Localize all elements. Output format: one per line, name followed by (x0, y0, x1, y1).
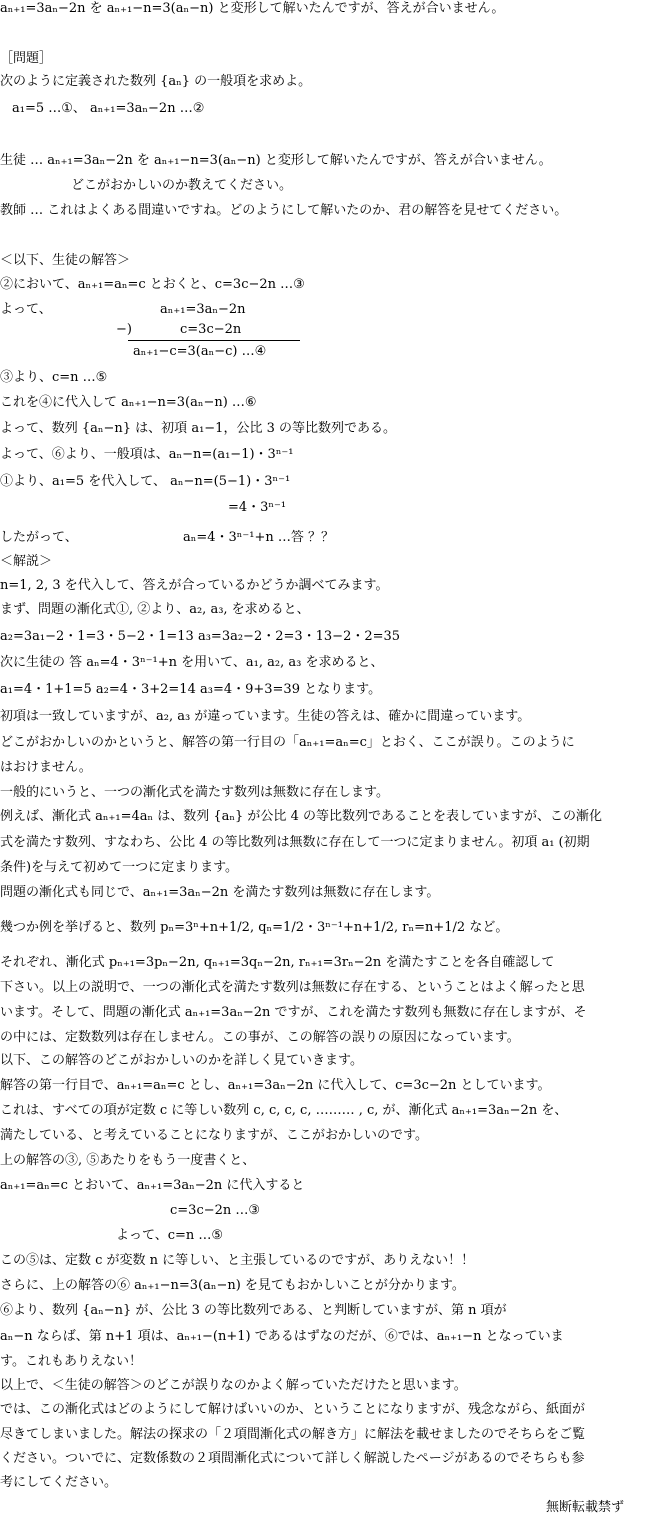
text-line: 問題の漸化式も同じで、aₙ₊₁=3aₙ−2n を満たす数列は無数に存在します。 (0, 885, 440, 900)
text-line: 式を満たす数列、すなわち、公比 4 の等比数列は無数に存在して一つに定まりません。初項 a₁ (初期 (0, 835, 590, 850)
text-line: ＜解説＞ (0, 554, 53, 569)
text-line: 無断転載禁ず (546, 1500, 625, 1515)
text-line: 満たしている、と考えていることになりますが、ここがおかしいのです。 (0, 1128, 428, 1143)
text-line: 一般的にいうと、一つの漸化式を満たす数列は無数に存在します。 (0, 785, 389, 800)
text-line: それぞれ、漸化式 pₙ₊₁=3pₙ−2n, qₙ₊₁=3qₙ−2n, rₙ₊₁=3rₙ−2n を満たすことを各自確認して (0, 955, 555, 970)
text-line: a₁=5 …①、 aₙ₊₁=3aₙ−2n …② (12, 101, 205, 116)
text-line: したがって、 (0, 530, 78, 545)
text-line: よって、c=n …⑤ (116, 1228, 224, 1243)
text-line: 例えば、漸化式 aₙ₊₁=4aₙ は、数列 {aₙ} が公比 4 の等比数列であることを表していますが、この漸化 (0, 809, 602, 824)
text-line: これは、すべての項が定数 c に等しい数列 c, c, c, c, ……… , c, が、漸化式 aₙ₊₁=3aₙ−2n を、 (0, 1103, 568, 1118)
text-line: aₙ₊₁=3aₙ−2n を aₙ₊₁−n=3(aₙ−n) と変形して解いたんですが、答えが合いません。 (0, 1, 505, 16)
text-line: aₙ₊₁−c=3(aₙ−c) …④ (133, 344, 267, 359)
text-line: よって、⑥より、一般項は、aₙ−n=(a₁−1)・3ⁿ⁻¹ (0, 447, 294, 462)
text-line: 初項は一致していますが、a₂, a₃ が違っています。生徒の答えは、確かに間違っています。 (0, 709, 531, 724)
text-line: ください。ついでに、定数係数の２項間漸化式について詳しく解説したページがあるのでそちらも参 (0, 1451, 585, 1466)
text-line: の中には、定数数列は存在しません。この事が、この解答の誤りの原因になっています。 (0, 1030, 520, 1045)
text-line: 尽きてしまいました。解法の探求の「２項間漸化式の解き方」に解法を載せましたのでそちらをご覧 (0, 1427, 586, 1442)
text-line: どこがおかしいのかというと、解答の第一行目の「aₙ₊₁=aₙ=c」とおく、ここが誤り。このように (0, 735, 575, 750)
text-line: ＜以下、生徒の解答＞ (0, 253, 131, 268)
text-line: す。これもありえない！ (0, 1354, 142, 1369)
text-line: c=3c−2n …③ (170, 1203, 261, 1218)
text-line: 次のように定義された数列 {aₙ} の一般項を求めよ。 (0, 74, 312, 89)
text-line: この⑤は、定数 c が変数 n に等しい、と主張しているのですが、ありえない！！ (0, 1253, 475, 1268)
text-line: =4・3ⁿ⁻¹ (228, 500, 287, 515)
text-line: aₙ₊₁=aₙ=c とおいて、aₙ₊₁=3aₙ−2n に代入すると (0, 1178, 305, 1193)
text-line: a₂=3a₁−2・1=3・5−2・1=13 a₃=3a₂−2・2=3・13−2・2=35 (0, 629, 401, 644)
text-line: 教師 … これはよくある間違いですね。どのようにして解いたのか、君の解答を見せてください。 (0, 203, 568, 218)
text-line: 以上で、＜生徒の解答＞のどこが誤りなのかよく解っていただけたと思います。 (0, 1378, 467, 1393)
text-line: a₁=4・1+1=5 a₂=4・3+2=14 a₃=4・9+3=39 となります。 (0, 682, 382, 697)
text-line: 下さい。以上の説明で、一つの漸化式を満たす数列は無数に存在する、ということはよく解ったと思 (0, 980, 585, 995)
text-line: よって、 (0, 302, 52, 317)
text-line: はおけません。 (0, 760, 92, 775)
subtraction-rule (128, 340, 300, 341)
text-line: さらに、上の解答の⑥ aₙ₊₁−n=3(aₙ−n) を見てもおかしいことが分かります。 (0, 1278, 465, 1293)
text-line: では、この漸化式はどのようにして解けばいいのか、ということになりますが、残念ながら、紙面が (0, 1402, 586, 1417)
text-line: 解答の第一行目で、aₙ₊₁=aₙ=c とし、aₙ₊₁=3aₙ−2n に代入して、c=3c−2n としています。 (0, 1078, 551, 1093)
text-line: 条件)を与えて初めて一つに定まります。 (0, 860, 239, 875)
text-line: これを④に代入して aₙ₊₁−n=3(aₙ−n) …⑥ (0, 395, 257, 410)
text-line: ①より、a₁=5 を代入して、 aₙ−n=(5−1)・3ⁿ⁻¹ (0, 474, 291, 489)
text-line: 幾つか例を挙げると、数列 pₙ=3ⁿ+n+1/2, qₙ=1/2・3ⁿ⁻¹+n+1/2, rₙ=n+1/2 など。 (0, 920, 509, 935)
text-line: どこがおかしいのか教えてください。 (71, 178, 293, 193)
text-line: 考にしてください。 (0, 1475, 118, 1490)
text-line: 以下、この解答のどこがおかしいのかを詳しく見ていきます。 (0, 1053, 363, 1068)
text-line: aₙ=4・3ⁿ⁻¹+n …答 ？？ (183, 530, 335, 545)
text-line: まず、問題の漸化式①, ②より、a₂, a₃, を求めると、 (0, 602, 310, 617)
text-line: ［問題］ (0, 51, 53, 66)
text-line: ③より、c=n …⑤ (0, 370, 108, 385)
text-line: ⑥より、数列 {aₙ−n} が、公比 3 の等比数列である、と判断していますが、第 n 項が (0, 1303, 507, 1318)
text-line: aₙ₊₁=3aₙ−2n (160, 302, 246, 317)
text-line: います。そして、問題の漸化式 aₙ₊₁=3aₙ−2n ですが、これを満たす数列も無数に存在しますが、そ (0, 1005, 587, 1020)
text-line: よって、数列 {aₙ−n} は、初項 a₁−1，公比 3 の等比数列である。 (0, 421, 396, 436)
text-line: 生徒 … aₙ₊₁=3aₙ−2n を aₙ₊₁−n=3(aₙ−n) と変形して解いたんですが、答えが合いません。 (0, 153, 552, 168)
text-line: 上の解答の③, ⑤あたりをもう一度書くと、 (0, 1153, 256, 1168)
text-line: 次に生徒の 答 aₙ=4・3ⁿ⁻¹+n を用いて、a₁, a₂, a₃ を求めると、 (0, 655, 384, 670)
text-line: −) (116, 322, 132, 337)
text-line: ②において、aₙ₊₁=aₙ=c とおくと、c=3c−2n …③ (0, 277, 305, 292)
text-line: n=1, 2, 3 を代入して、答えが合っているかどうか調べてみます。 (0, 578, 389, 593)
text-line: aₙ−n ならば、第 n+1 項は、aₙ₊₁−(n+1) であるはずなのだが、⑥では、aₙ₊₁−n となっていま (0, 1329, 564, 1344)
text-line: c=3c−2n (180, 322, 242, 337)
